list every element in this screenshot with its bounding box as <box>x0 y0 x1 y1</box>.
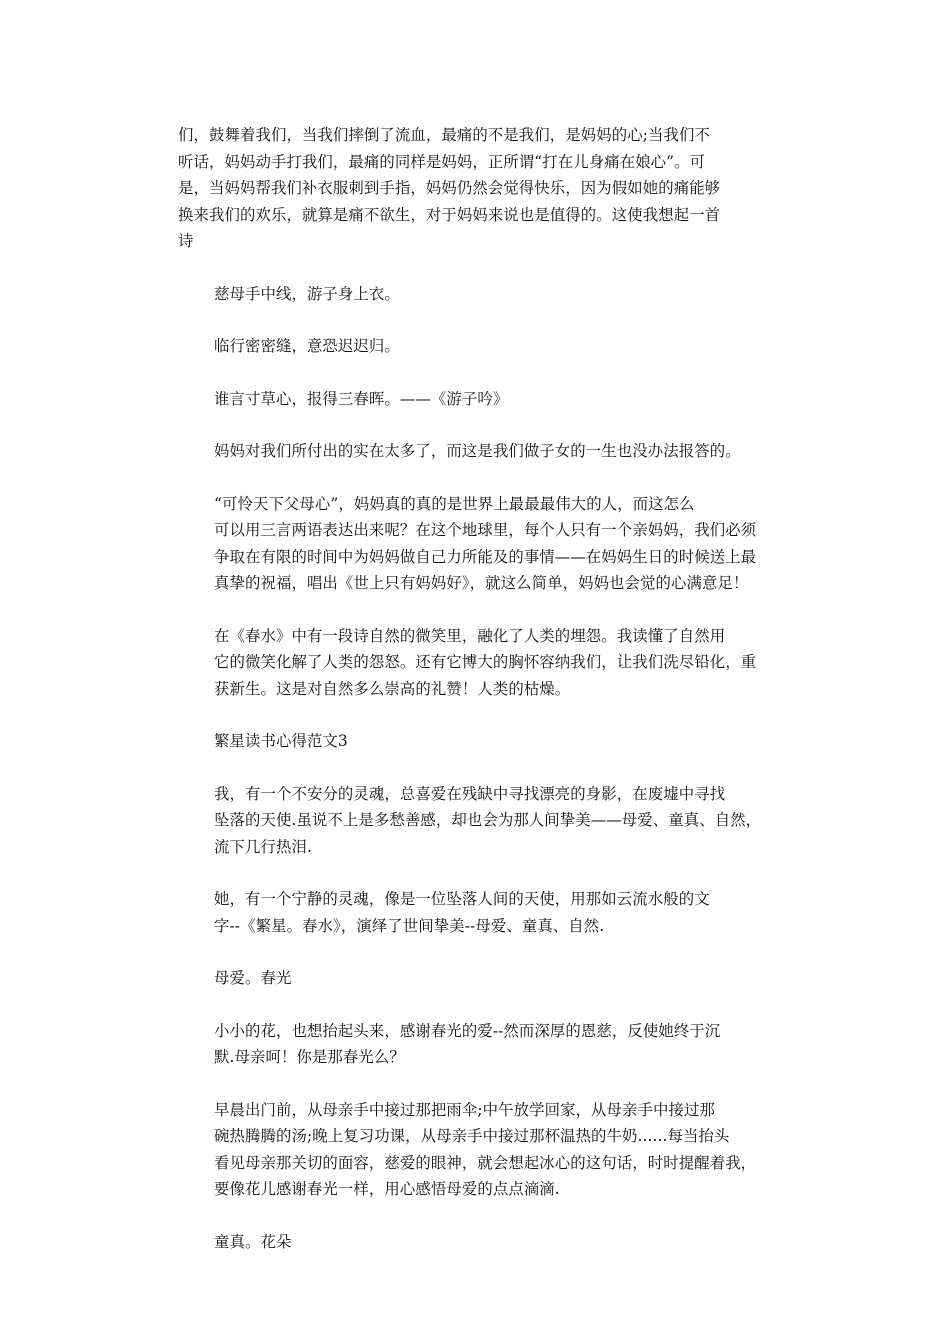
text-line: 是，当妈妈帮我们补衣服刺到手指，妈妈仍然会觉得快乐，因为假如她的痛能够 <box>178 179 721 197</box>
text-line: 临行密密缝，意恐迟迟归。 <box>214 337 400 355</box>
text-line: 我，有一个不安分的灵魂，总喜爱在残缺中寻找漂亮的身影，在废墟中寻找 <box>214 784 726 803</box>
paragraph <box>178 1229 778 1256</box>
text-line: 听话，妈妈动手打我们，最痛的同样是妈妈，正所谓“打在儿身痛在娘心”。可 <box>178 152 706 171</box>
text-line: 们，鼓舞着我们，当我们摔倒了流血，最痛的不是我们，是妈妈的心;当我们不 <box>178 126 710 144</box>
text-line: 换来我们的欢乐，就算是痛不欲生，对于妈妈来说也是值得的。这使我想起一首 <box>178 205 721 224</box>
text-line: 小小的花，也想抬起头来，感谢春光的爱--然而深厚的恩慈，反使她终于沉 <box>214 1021 721 1040</box>
paragraph <box>178 781 778 861</box>
paragraph <box>178 623 778 703</box>
text-line: 妈妈对我们所付出的实在太多了，而这是我们做子女的一生也没办法报答的。 <box>214 442 741 460</box>
text-line: 碗热腾腾的汤;晚上复习功课，从母亲手中接过那杯温热的牛奶......每当抬头 <box>214 1127 730 1145</box>
paragraph <box>178 122 778 255</box>
text-line: 童真。花朵 <box>214 1232 292 1251</box>
text-line: 流下几行热泪. <box>214 837 312 856</box>
text-line: 真挚的祝福，唱出《世上只有妈妈好》，就这么简单，妈妈也会觉的心满意足！ <box>214 574 749 592</box>
paragraph <box>178 1097 778 1203</box>
text-line: 默.母亲呵！你是那春光么？ <box>214 1048 405 1066</box>
text-line: 繁星读书心得范文3 <box>214 732 348 750</box>
text-line: 看见母亲那关切的面容，慈爱的眼神，就会想起冰心的这句话，时时提醒着我， <box>214 1153 757 1172</box>
text-line: 在《春水》中有一段诗自然的微笑里，融化了人类的埋怨。我读懂了自然用 <box>214 626 726 645</box>
text-line: 早晨出门前，从母亲手中接过那把雨伞;中午放学回家，从母亲手中接过那 <box>214 1100 715 1119</box>
paragraph <box>178 386 778 413</box>
text-line: 母爱。春光 <box>214 969 292 987</box>
text-line: 它的微笑化解了人类的怨怒。还有它博大的胸怀容纳我们，让我们洗尽铅化，重 <box>214 653 757 671</box>
document-body <box>178 122 778 1281</box>
text-line: 她，有一个宁静的灵魂，像是一位坠落人间的天使，用那如云流水般的文 <box>214 890 710 908</box>
text-line: 坠落的天使.虽说不上是多愁善感，却也会为那人间挚美——母爱、童真、自然， <box>214 811 762 829</box>
paragraph <box>178 333 778 360</box>
text-line: 字--《繁星。春水》，演绎了世间挚美--母爱、童真、自然. <box>214 916 605 935</box>
paragraph <box>178 886 778 939</box>
text-line: “可怜天下父母心”，妈妈真的真的是世界上最最最伟大的人，而这怎么 <box>214 494 695 513</box>
paragraph <box>178 281 778 308</box>
text-line: 获新生。这是对自然多么崇高的礼赞！人类的枯燥。 <box>214 679 571 698</box>
text-line: 诗 <box>178 232 194 250</box>
paragraph <box>178 438 778 465</box>
paragraph <box>178 1018 778 1071</box>
text-line: 争取在有限的时间中为妈妈做自己力所能及的事情——在妈妈生日的时候送上最 <box>214 547 757 566</box>
text-line: 要像花儿感谢春光一样，用心感悟母爱的点点滴滴. <box>214 1180 560 1198</box>
text-line: 可以用三言两语表达出来呢？在这个地球里，每个人只有一个亲妈妈，我们必须 <box>214 521 757 539</box>
paragraph <box>178 965 778 992</box>
paragraph <box>178 491 778 597</box>
paragraph <box>178 728 778 755</box>
text-line: 谁言寸草心，报得三春晖。——《游子吟》 <box>214 389 509 408</box>
text-line: 慈母手中线，游子身上衣。 <box>214 284 400 303</box>
